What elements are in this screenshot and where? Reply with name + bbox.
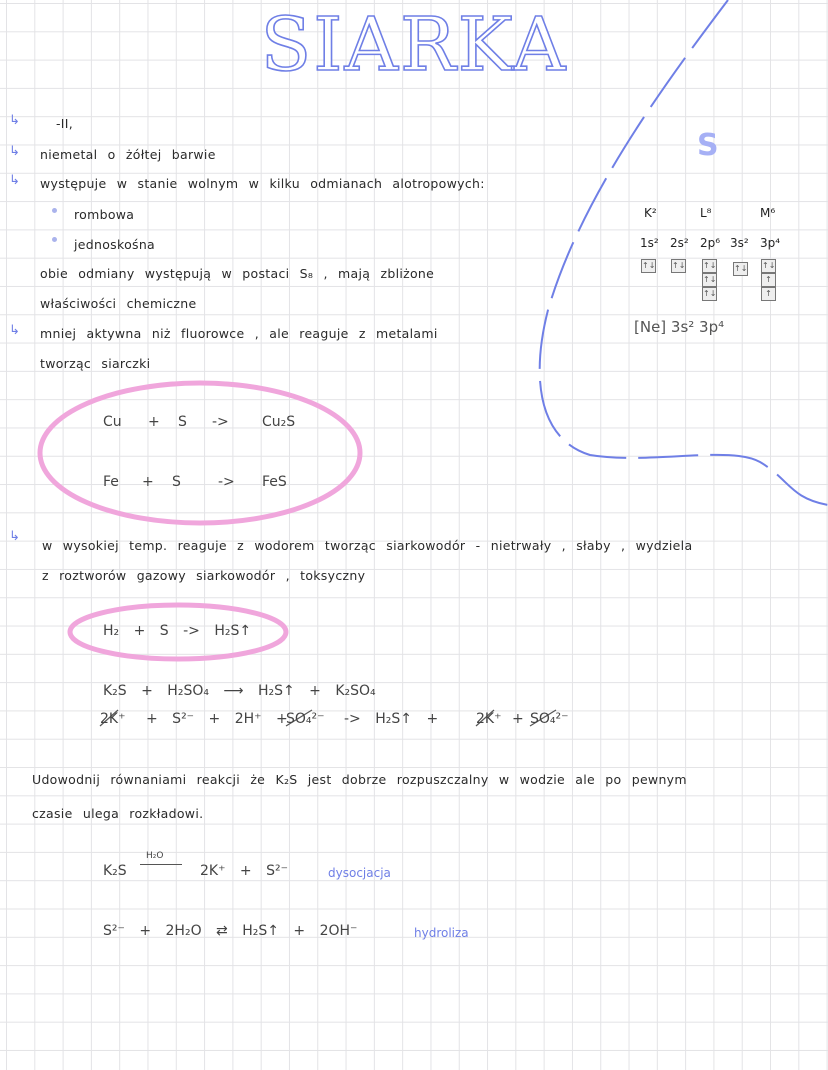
orbital-box: ↑ bbox=[761, 273, 776, 287]
equation-h2s: H₂ + S -> H₂S↑ bbox=[103, 623, 252, 639]
eq-term: + bbox=[512, 711, 524, 727]
eq-term: S bbox=[178, 414, 187, 430]
noble-gas-config: [Ne] 3s² 3p⁴ bbox=[634, 318, 725, 336]
eq-term: FeS bbox=[262, 474, 287, 490]
orbital-box: ↑↓ bbox=[702, 259, 717, 273]
eq-term: S bbox=[172, 474, 181, 490]
label-hydrolysis: hydroliza bbox=[414, 926, 469, 940]
subshell-label: 2p⁶ bbox=[700, 236, 721, 250]
task-text: Udowodnij równaniami reakcji że K₂S jest dobrze rozpuszczalny w wodzie ale po pewnym bbox=[32, 772, 687, 787]
eq-term: 2K⁺ + S²⁻ bbox=[200, 863, 288, 879]
orbital-box: ↑↓ bbox=[671, 259, 686, 273]
eq-term: 2K⁺ bbox=[476, 711, 502, 727]
note-allotropes: występuje w stanie wolnym w kilku odmianach alotropowych: bbox=[40, 176, 485, 191]
orbital-box: ↑↓ bbox=[641, 259, 656, 273]
highlight-ellipse-metals bbox=[40, 383, 360, 523]
note-s8: obie odmiany występują w postaci S₈ , mają zbliżone bbox=[40, 266, 435, 281]
orbital-box: ↑↓ bbox=[702, 273, 717, 287]
equation-k2s-acid: K₂S + H₂SO₄ ⟶ H₂S↑ + K₂SO₄ bbox=[103, 683, 376, 699]
bullet-arrow-icon: ↳ bbox=[9, 323, 20, 338]
subshell-label: 3s² bbox=[730, 236, 749, 250]
note-nonmetal: niemetal o żółtej barwie bbox=[40, 147, 216, 162]
note-reactivity: mniej aktywna niż fluorowce , ale reaguje z metalami bbox=[40, 326, 438, 341]
note-s8-cont: właściwości chemiczne bbox=[40, 296, 197, 311]
note-oxidation: -II, bbox=[56, 116, 74, 131]
bullet-dot-icon bbox=[52, 208, 57, 213]
label-dissociation: dysocjacja bbox=[328, 866, 391, 880]
eq-term: -> H₂S↑ + bbox=[344, 711, 439, 727]
eq-term: -> bbox=[212, 414, 229, 430]
bullet-arrow-icon: ↳ bbox=[9, 529, 20, 544]
eq-term: K₂S bbox=[103, 863, 127, 879]
note-hydrogen: w wysokiej temp. reaguje z wodorem tworząc siarkowodór - nietrwały , słaby , wydziela bbox=[42, 538, 693, 553]
reaction-arrow bbox=[140, 864, 182, 865]
eq-term: + bbox=[142, 474, 154, 490]
eq-term: SO₄²⁻ bbox=[530, 711, 569, 727]
orbital-box: ↑ bbox=[761, 287, 776, 301]
allotrope-item: jednoskośna bbox=[74, 237, 156, 252]
subshell-label: 1s² bbox=[640, 236, 659, 250]
orbital-box: ↑↓ bbox=[733, 262, 748, 276]
orbital-box: ↑↓ bbox=[702, 287, 717, 301]
shell-label: M⁶ bbox=[760, 206, 776, 220]
eq-term: 2K⁺ bbox=[100, 711, 126, 727]
task-text-cont: czasie ulega rozkładowi. bbox=[32, 806, 204, 821]
eq-term: S²⁻ + 2H₂O ⇄ H₂S↑ + 2OH⁻ bbox=[103, 923, 358, 939]
eq-term: Fe bbox=[103, 474, 119, 490]
note-hydrogen-cont: z roztworów gazowy siarkowodór , toksyczny bbox=[42, 568, 366, 583]
bullet-arrow-icon: ↳ bbox=[9, 113, 20, 128]
eq-term: Cu bbox=[103, 414, 122, 430]
shell-label: L⁸ bbox=[700, 206, 712, 220]
eq-term: SO₄²⁻ bbox=[286, 711, 325, 727]
note-reactivity-cont: tworząc siarczki bbox=[40, 356, 151, 371]
bullet-dot-icon bbox=[52, 237, 57, 242]
eq-condition: H₂O bbox=[146, 851, 164, 861]
shell-label: K² bbox=[644, 206, 657, 220]
subshell-label: 2s² bbox=[670, 236, 689, 250]
eq-term: + bbox=[148, 414, 160, 430]
orbital-box: ↑↓ bbox=[761, 259, 776, 273]
subshell-label: 3p⁴ bbox=[760, 236, 781, 250]
bullet-arrow-icon: ↳ bbox=[9, 144, 20, 159]
eq-term: -> bbox=[218, 474, 235, 490]
bullet-arrow-icon: ↳ bbox=[9, 173, 20, 188]
allotrope-item: rombowa bbox=[74, 207, 135, 222]
element-symbol: S bbox=[697, 128, 719, 163]
eq-term: + S²⁻ + 2H⁺ + bbox=[146, 711, 288, 727]
eq-term: Cu₂S bbox=[262, 414, 296, 430]
page-title: SIARKA bbox=[260, 2, 568, 88]
